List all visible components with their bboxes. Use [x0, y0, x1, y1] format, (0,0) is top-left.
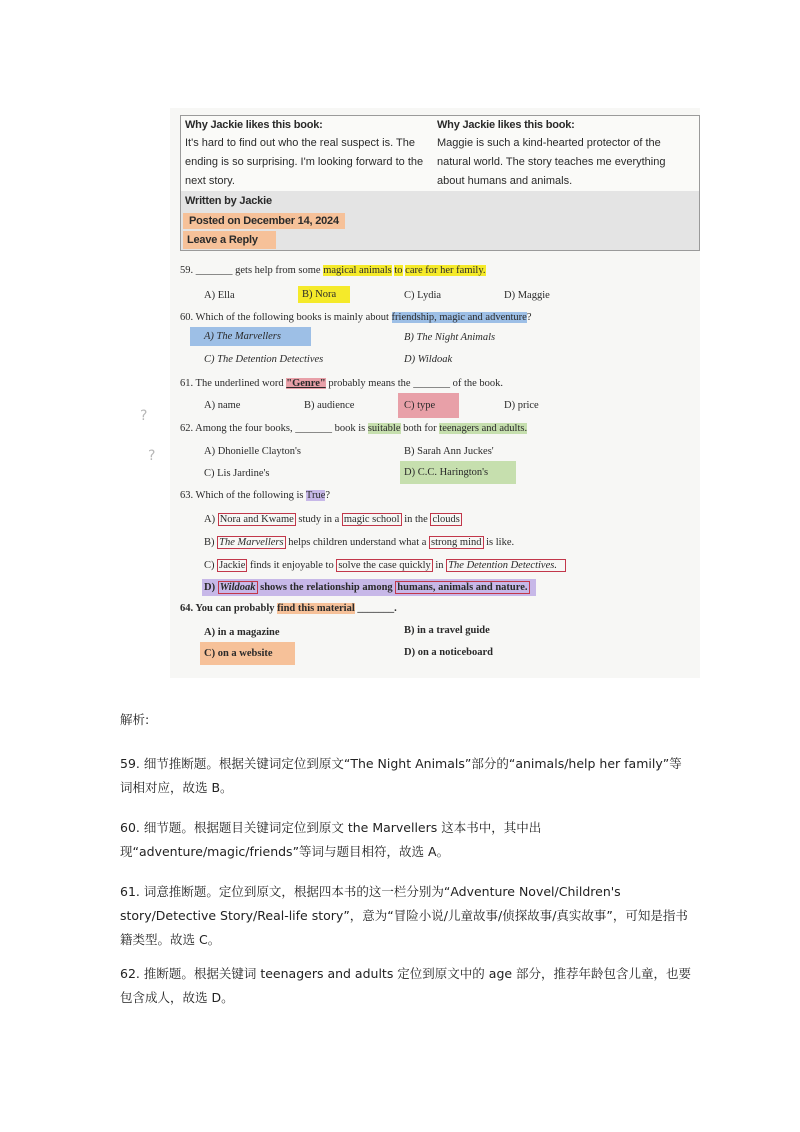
q63-option-c: C) Jackie finds it enjoyable to solve the case quickly in The Detention Detectives.: [204, 560, 566, 571]
q60-option-d: D) Wildoak: [404, 354, 453, 365]
q63-option-d: D) Wildoak shows the relationship among humans, animals and nature.: [202, 579, 536, 596]
q59-option-c: C) Lydia: [404, 290, 442, 301]
analysis-61: 61. 词意推断题。定位到原文，根据四本书的这一栏分别为“Adventure Novel/Children's story/Detective Story/Real-life story”，意为“冒险小说/儿童故事/侦探故事/真实故事”，可知是指书籍类型。故选 C。: [120, 884, 688, 947]
q64-option-b: B) in a travel guide: [404, 625, 490, 636]
question-62-stem: 62. Among the four books, _______ book is suitable both for teenagers and adults.: [180, 423, 528, 434]
q60-option-b: B) The Night Animals: [404, 332, 496, 343]
question-63-stem: 63. Which of the following is True?: [180, 490, 331, 501]
question-60-stem: 60. Which of the following books is mainly about friendship, magic and adventure?: [180, 312, 532, 323]
q63-option-b: B) The Marvellers helps children understand what a strong mind is like.: [204, 537, 515, 548]
q61-option-c: C) type: [398, 393, 459, 418]
written-by-band: [181, 191, 699, 211]
q62-option-b: B) Sarah Ann Juckes': [404, 446, 494, 457]
question-61-stem: 61. The underlined word "Genre" probably means the _______ of the book.: [180, 378, 504, 389]
pencil-mark: ?: [148, 448, 156, 464]
q62-option-c: C) Lis Jardine's: [204, 468, 270, 479]
q61-option-b: B) audience: [304, 400, 355, 411]
right-review-text: Maggie is such a kind-hearted protector of the natural world. The story teaches me everything about humans and animals.: [437, 137, 666, 187]
review-box: [180, 115, 700, 251]
analysis-62: 62. 推断题。根据关键词 teenagers and adults 定位到原文中的 age 部分，推荐年龄包含儿童，也要包含成人，故选 D。: [120, 966, 692, 1005]
left-heading: Why Jackie likes this book:: [185, 119, 323, 131]
analysis-60: 60. 细节题。根据题目关键词定位到原文 the Marvellers 这本书中，其中出现“adventure/magic/friends”等词与题目相符，故选 A。: [120, 820, 542, 859]
posted-on: Posted on December 14, 2024: [183, 213, 345, 229]
reply-band: [181, 231, 699, 250]
q60-option-c: C) The Detention Detectives: [204, 354, 324, 365]
q64-option-d: D) on a noticeboard: [404, 647, 493, 658]
q61-option-d: D) price: [504, 400, 539, 411]
q62-option-a: A) Dhonielle Clayton's: [204, 446, 301, 457]
q59-option-d: D) Maggie: [504, 290, 550, 301]
q60-option-a: A) The Marvellers: [190, 327, 311, 346]
leave-reply: Leave a Reply: [183, 231, 276, 249]
left-review-text: It's hard to find out who the real suspect is. The ending is so surprising. I'm looking forward to the next story.: [185, 137, 424, 187]
q59-option-b: B) Nora: [298, 286, 350, 303]
q63-option-a: A) Nora and Kwame study in a magic school in the clouds: [204, 514, 460, 525]
analysis-heading: 解析:: [120, 712, 150, 727]
analysis-59: 59. 细节推断题。根据关键词定位到原文“The Night Animals”部分的“animals/help her family”等词相对应，故选 B。: [120, 756, 682, 795]
right-heading: Why Jackie likes this book:: [437, 119, 575, 131]
posted-band: [181, 211, 699, 231]
q59-option-a: A) Ella: [204, 290, 235, 301]
q64-option-a: A) in a magazine: [204, 627, 280, 638]
question-64-stem: 64. You can probably find this material _______.: [180, 603, 397, 614]
q62-option-d: D) C.C. Harington's: [400, 461, 516, 484]
q61-option-a: A) name: [204, 400, 241, 411]
question-59-stem: 59. _______ gets help from some magical animals to care for her family.: [180, 265, 486, 276]
q64-option-c: C) on a website: [200, 642, 295, 665]
written-by: Written by Jackie: [185, 195, 272, 207]
pencil-mark: ?: [140, 408, 148, 424]
